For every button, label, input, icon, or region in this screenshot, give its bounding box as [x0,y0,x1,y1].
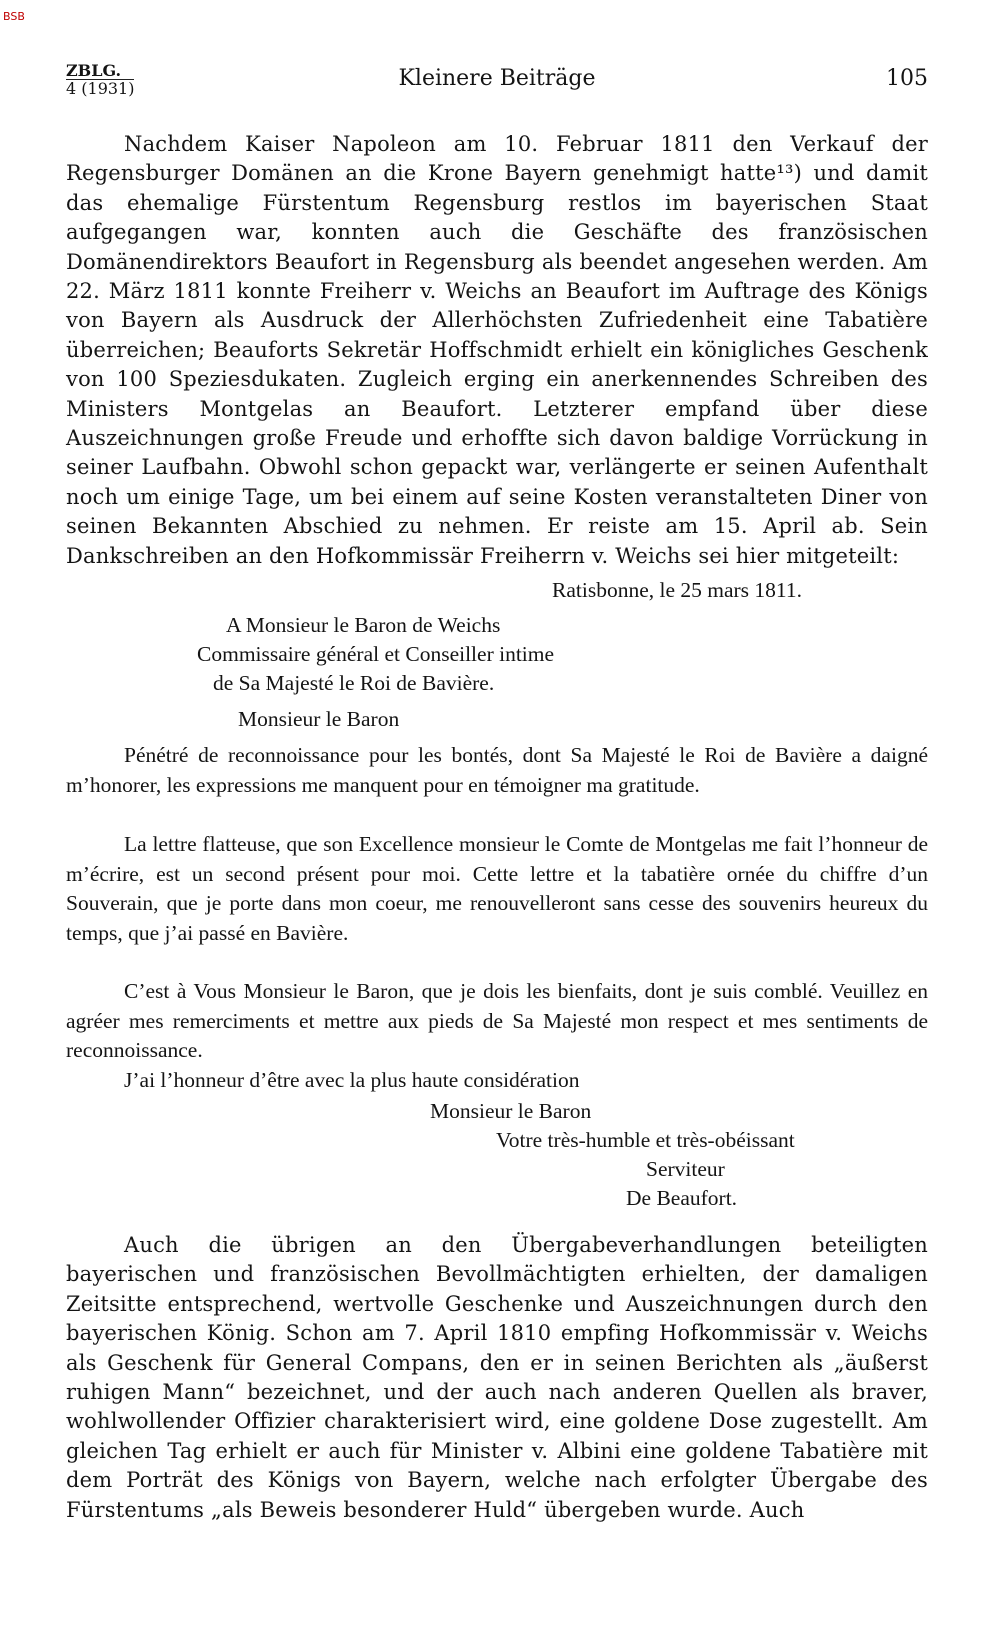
letter-closing-line: J’ai l’honneur d’être avec la plus haute considération [124,1068,580,1092]
intro-paragraph: Nachdem Kaiser Napoleon am 10. Februar 1811 den Verkauf der Regensburger Domänen an die Krone Bayern genehmigt hatte¹³) und damit das ehemalige Fürstentum Regensburg restlos im bayerischen Staat aufgegangen war, konnten auch die Geschäfte des französischen Domänendirektors Beaufort in Regensburg als beendet angesehen werden. Am 22. März 1811 konnte Freiherr v. Weichs an Beaufort im Auftrage des Königs von Bayern als Ausdruck der Allerhöchsten Zufriedenheit eine Tabatière überreichen; Beauforts Sekretär Hoffschmidt erhielt ein königliches Geschenk von 100 Speziesdukaten. Zugleich erging ein anerkennendes Schreiben des Ministers Montgelas an Beaufort. Letzterer empfand über diese Auszeichnungen große Freude und erhoffte sich davon baldige Vorrückung in seiner Laufbahn. Obwohl schon gepackt war, verlängerte er seinen Aufenthalt noch um einige Tage, um bei einem auf seine Kosten veranstalteten Diner von seinen Bekannten Abschied zu nehmen. Er reiste am 15. April ab. Sein Dankschreiben an den Hofkommissär Freiherrn v. Weichs sei hier mitgeteilt: [66,132,928,568]
journal-abbr: ZBLG. [66,61,122,80]
letter-addressee-line: A Monsieur le Baron de Weichs [226,613,501,637]
library-watermark: BSB [3,10,25,23]
letter-paragraph: Pénétré de reconnoissance pour les bontés, dont Sa Majesté le Roi de Bavière a daigné m’honorer, les expressions me manquent pour en témoigner ma gratitude. [66,743,928,797]
page-number: 105 [886,66,928,91]
closing-paragraph: Auch die übrigen an den Übergabeverhandlungen beteiligten bayerischen und französischen Bevollmächtigten erhielten, der damaligen Zeitsitte entsprechend, wertvolle Geschenke und Auszeichnungen durch den bayerischen König. Schon am 7. April 1810 empfing Hofkommissär v. Weichs als Geschenk für General Compans, den er in seinen Berichten als „äußerst ruhigen Mann“ bezeichnet, und der auch nach anderen Quellen als braver, wohlwollender Offizier charakterisiert wird, eine goldene Dose zugestellt. Am gleichen Tag erhielt er auch für Minister v. Albini eine goldene Tabatière mit dem Porträt des Königs von Bayern, welche nach erfolgter Übergabe des Fürstentums „als Beweis besonderer Huld“ übergeben wurde. Auch [66,1233,928,1522]
letter-addressee-line: de Sa Majesté le Roi de Bavière. [213,671,495,695]
letter-salutation: Monsieur le Baron [238,707,400,731]
letter-dateline: Ratisbonne, le 25 mars 1811. [552,578,803,602]
letter-addressee-line: Commissaire général et Conseiller intime [197,642,555,666]
running-title: Kleinere Beiträge [398,66,596,91]
signature-line: Serviteur [646,1157,725,1181]
letter-paragraph: La lettre flatteuse, que son Excellence monsieur le Comte de Montgelas me fait l’honneur de m’écrire, est un second présent pour moi. Cette lettre et la tabatière ornée du chiffre d’un Souverain, que je porte dans mon coeur, me renouvelleront sans cesse des souvenirs heureux du temps, que j’ai passé en Bavière. [66,832,928,945]
letter-paragraph: C’est à Vous Monsieur le Baron, que je dois les bienfaits, dont je suis comblé. Veuillez en agréer mes remerciments et mettre aux pieds de Sa Majesté mon respect et mes sentiments de reconnoissance. [66,979,928,1062]
signature-line: Votre très-humble et très-obéissant [496,1128,795,1152]
signature-name: De Beaufort. [626,1186,738,1210]
page-header [66,62,928,102]
signature-line: Monsieur le Baron [430,1099,592,1123]
journal-volume: 4 (1931) [66,79,135,98]
